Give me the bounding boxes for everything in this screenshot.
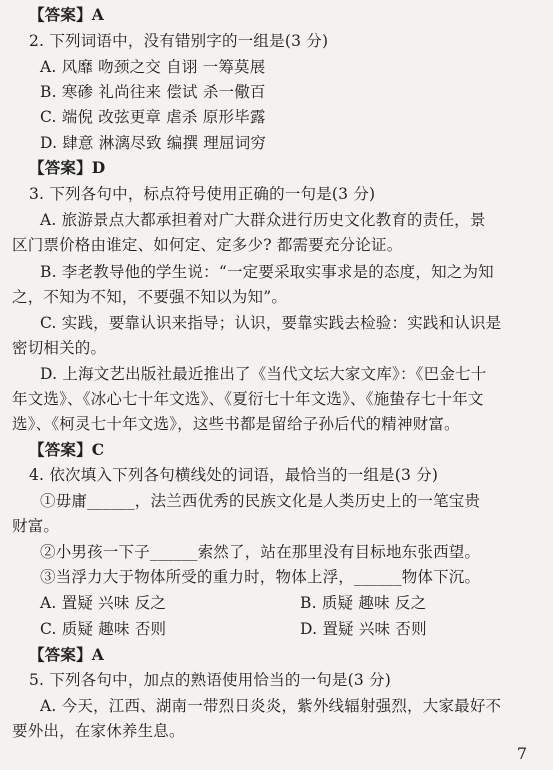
option-line: D. 肆意 淋漓尽致 编撰 理屈词穷 <box>40 134 267 152</box>
option-line: B. 李老教导他的学生说：“一定要采取实事求是的态度，知之为知 <box>40 263 494 281</box>
sentence-line: ②小男孩一下子______索然了，站在那里没有目标地东张西望。 <box>40 543 481 561</box>
answer-line: 【答案】A <box>29 645 105 664</box>
option-line: A. 旅游景点大都承担着对广大群众进行历史文化教育的责任，景 <box>40 211 486 229</box>
option-line: C. 端倪 改弦更章 虐杀 原形毕露 <box>40 108 266 126</box>
option-line: 之，不知为不知，不要强不知以为知”。 <box>12 288 288 306</box>
sentence-line: ①毋庸______，法兰西优秀的民族文化是人类历史上的一笔宝贵 <box>40 492 481 510</box>
option-line: 选》、《柯灵七十年文选》，这些书都是留给子孙后代的精神财富。 <box>12 415 460 433</box>
option-line: D. 置疑 兴味 否则 <box>300 620 427 638</box>
option-line: 年文选》、《冰心七十年文选》、《夏衍七十年文选》、《施蛰存七十年文 <box>12 390 484 408</box>
option-line: C. 实践，要靠认识来指导；认识，要靠实践去检验：实践和认识是 <box>40 314 502 332</box>
sentence-line: 财富。 <box>12 517 60 535</box>
answer-line: 【答案】C <box>29 440 105 459</box>
question-4: 4. 依次填入下列各句横线处的词语，最恰当的一组是(3 分) <box>29 466 439 484</box>
question-5: 5. 下列各句中，加点的熟语使用恰当的一句是(3 分) <box>29 671 391 689</box>
sentence-line: ③当浮力大于物体所受的重力时，物体上浮，______物体下沉。 <box>40 568 481 586</box>
option-line: B. 寒碜 礼尚往来 偿试 杀一儆百 <box>40 83 266 101</box>
option-line: D. 上海文艺出版社最近推出了《当代文坛大家文库》：《巴金七十 <box>40 365 487 383</box>
page-number: 7 <box>516 744 527 763</box>
option-line: C. 质疑 趣味 否则 <box>40 620 167 638</box>
option-line: 区门票价格由谁定、如何定、定多少? 都需要充分论证。 <box>12 236 403 254</box>
question-2: 2. 下列词语中，没有错别字的一组是(3 分) <box>29 32 329 50</box>
option-line: A. 置疑 兴味 反之 <box>40 594 167 612</box>
option-line: 要外出，在家休养生息。 <box>12 722 185 740</box>
answer-line: 【答案】A <box>29 5 105 24</box>
option-line: A. 风靡 吻颈之交 自诩 一筹莫展 <box>40 58 266 76</box>
option-line: 密切相关的。 <box>12 339 107 357</box>
option-line: B. 质疑 趣味 反之 <box>300 594 427 612</box>
option-line: A. 今天，江西、湖南一带烈日炎炎，紫外线辐射强烈，大家最好不 <box>40 697 502 715</box>
question-3: 3. 下列各句中，标点符号使用正确的一句是(3 分) <box>29 185 376 203</box>
answer-line: 【答案】D <box>29 158 106 177</box>
